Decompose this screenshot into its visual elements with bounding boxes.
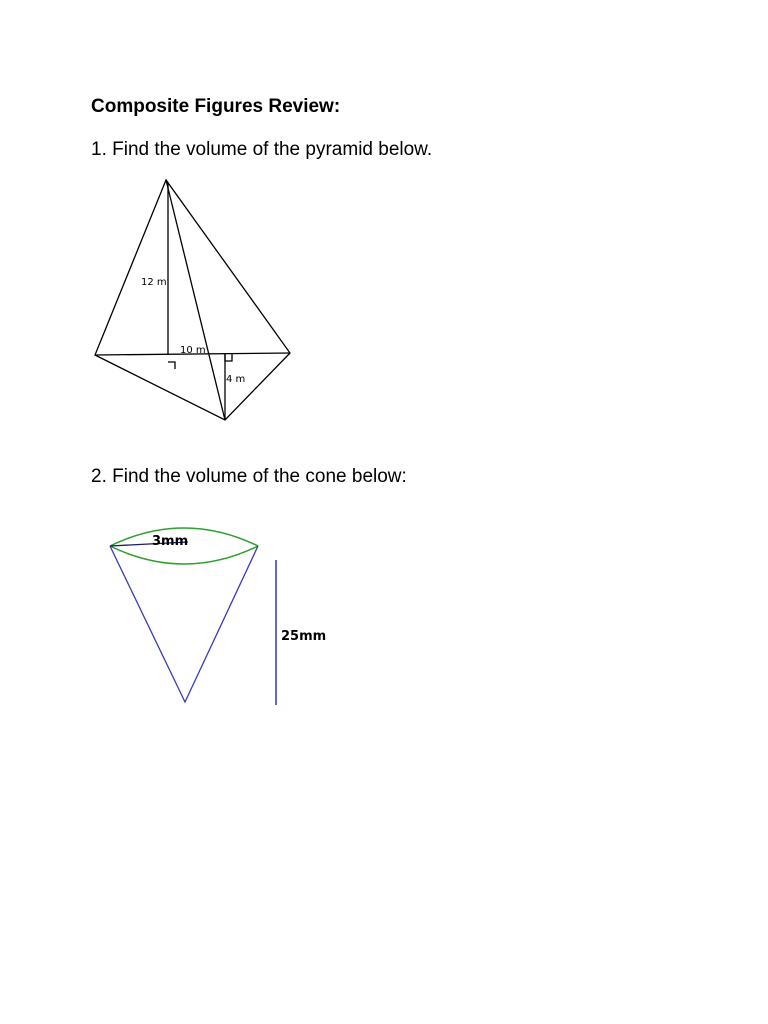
pyramid-front-edge bbox=[166, 180, 225, 420]
cone-height-label: 25mm bbox=[281, 629, 327, 644]
pyramid-diagram bbox=[0, 170, 320, 430]
question-1-text: 1. Find the volume of the pyramid below. bbox=[91, 139, 433, 160]
pyramid-height-label: 12 m bbox=[141, 277, 167, 288]
pyramid-outline bbox=[95, 180, 290, 420]
right-angle-mark-height bbox=[168, 362, 175, 369]
pyramid-base-height-label: 4 m bbox=[226, 374, 246, 385]
cone-radius-label: 3mm bbox=[152, 534, 189, 549]
pyramid-base-label: 10 m bbox=[180, 345, 206, 356]
page-title: Composite Figures Review: bbox=[91, 96, 341, 117]
question-2-text: 2. Find the volume of the cone below: bbox=[91, 466, 407, 487]
right-angle-mark-base bbox=[225, 354, 232, 361]
cone-diagram bbox=[0, 515, 360, 715]
cone-sides bbox=[110, 546, 258, 702]
